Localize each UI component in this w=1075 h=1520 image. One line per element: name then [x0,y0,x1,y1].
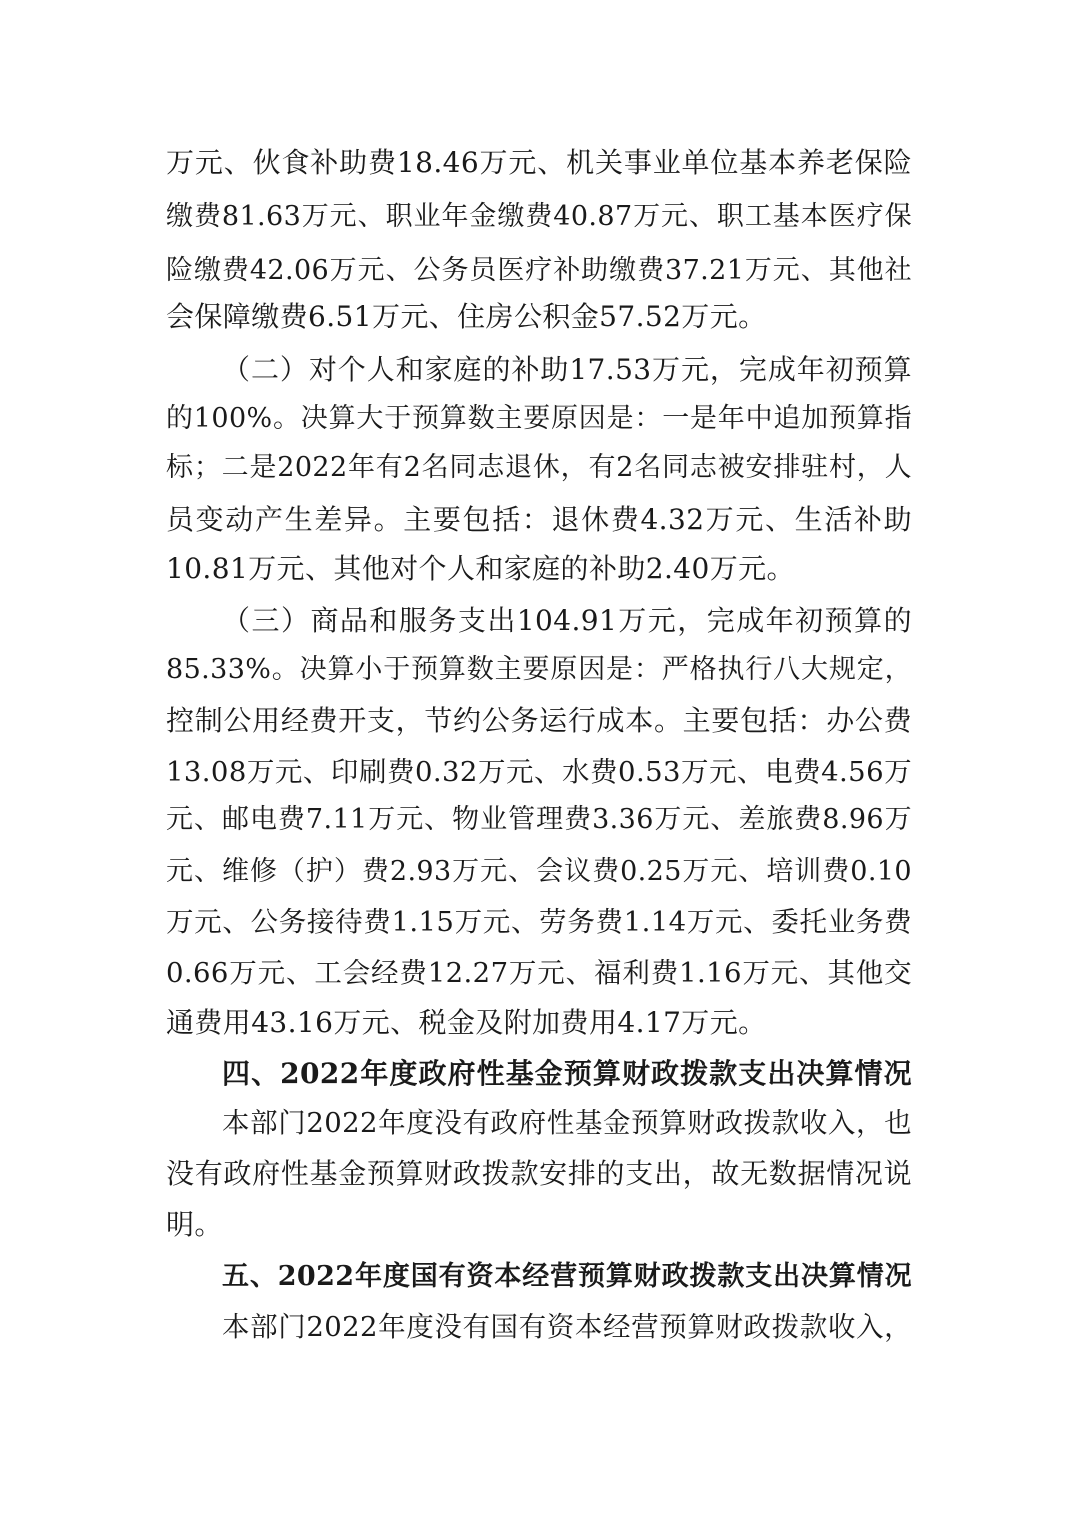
paragraph-line: 85.33%。决算小于预算数主要原因是：严格执行八大规定， [166,654,912,685]
paragraph-line: 13.08万元、印刷费0.32万元、水费0.53万元、电费4.56万 [166,756,912,788]
section-heading: 四、2022年度政府性基金预算财政拨款支出决算情况 [222,1057,912,1090]
paragraph-line: 员变动产生差异。主要包括：退休费4.32万元、生活补助 [166,503,912,536]
paragraph-line: （二）对个人和家庭的补助17.53万元，完成年初预算 [222,353,912,386]
paragraph-line: 万元、公务接待费1.15万元、劳务费1.14万元、委托业务费 [166,906,912,938]
paragraph-line: 缴费81.63万元、职业年金缴费40.87万元、职工基本医疗保 [166,201,912,232]
paragraph-line: 10.81万元、其他对个人和家庭的补助2.40万元。 [166,552,795,585]
paragraph-line: 万元、伙食补助费18.46万元、机关事业单位基本养老保险 [166,146,912,179]
paragraph-line: 没有政府性基金预算财政拨款安排的支出，故无数据情况说 [166,1157,912,1190]
paragraph-line: 通费用43.16万元、税金及附加费用4.17万元。 [166,1006,767,1039]
paragraph-line: 会保障缴费6.51万元、住房公积金57.52万元。 [166,300,767,333]
paragraph-line: 明。 [166,1208,223,1241]
paragraph-line: 控制公用经费开支，节约公务运行成本。主要包括：办公费 [166,704,912,737]
paragraph-line: 本部门2022年度没有国有资本经营预算财政拨款收入， [222,1311,912,1343]
paragraph-line: 的100%。决算大于预算数主要原因是：一是年中追加预算指 [166,403,912,434]
paragraph-line: 险缴费42.06万元、公务员医疗补助缴费37.21万元、其他社 [166,255,912,286]
paragraph-line: 本部门2022年度没有政府性基金预算财政拨款收入，也 [222,1107,912,1139]
section-heading: 五、2022年度国有资本经营预算财政拨款支出决算情况 [222,1261,912,1292]
paragraph-line: 元、维修（护）费2.93万元、会议费0.25万元、培训费0.10 [166,856,912,887]
paragraph-line: 0.66万元、工会经费12.27万元、福利费1.16万元、其他交 [166,957,912,989]
paragraph-line: 元、邮电费7.11万元、物业管理费3.36万元、差旅费8.96万 [166,804,912,835]
paragraph-line: 标；二是2022年有2名同志退休，有2名同志被安排驻村，人 [166,452,912,483]
paragraph-line: （三）商品和服务支出104.91万元，完成年初预算的 [222,604,912,637]
